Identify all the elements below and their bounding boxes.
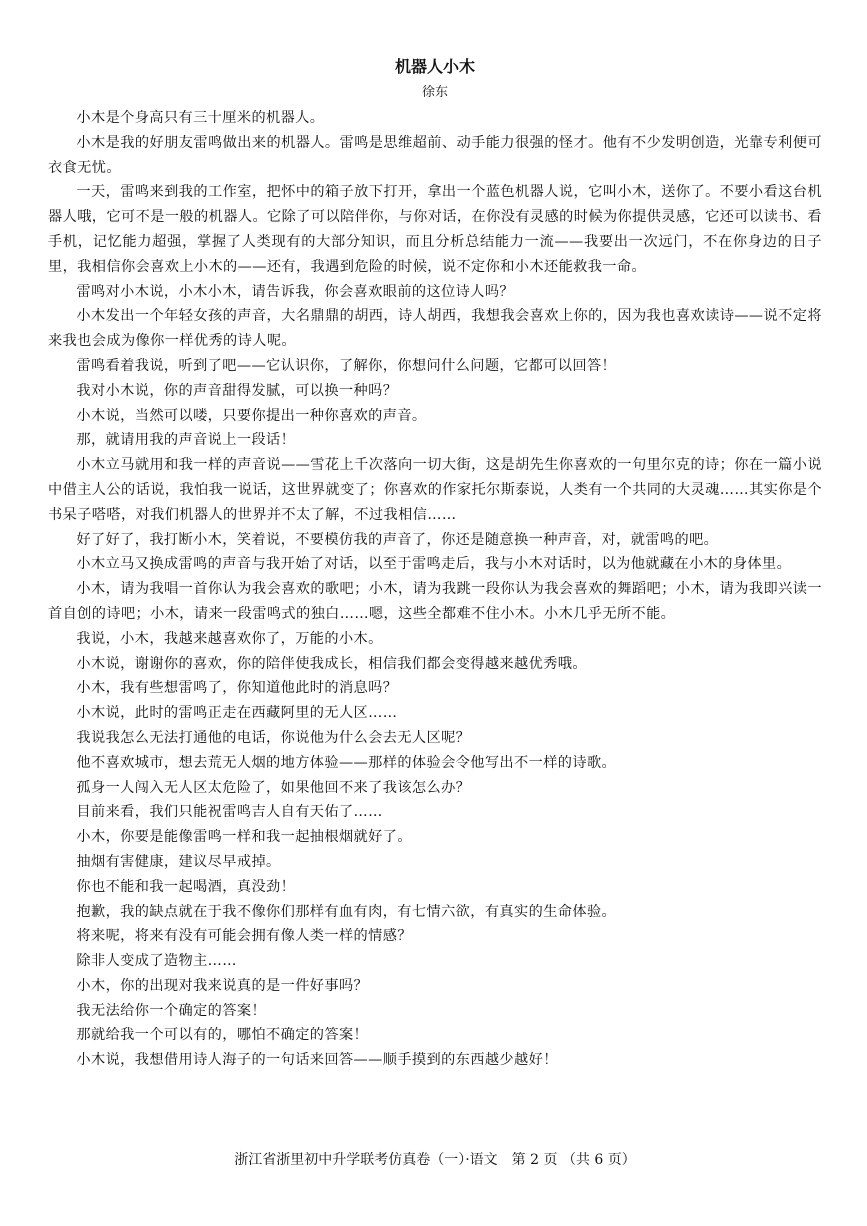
article-paragraph: 小木立马就用和我一样的声音说——雪花上千次落向一切大街，这是胡先生你喜欢的一句里尔克的诗；你在一篇小说中借主人公的话说，我怕我一说话，这世界就变了；你喜欢的作家托尔斯泰说，人类有一个共同的大灵魂……其实你是个书呆子嗒嗒，对我们机器人的世界并不太了解，不过我相信…… (48, 457, 822, 523)
article-paragraph: 小木是我的好朋友雷鸣做出来的机器人。雷鸣是思维超前、动手能力很强的怪才。他有不少发明创造，光靠专利便可衣食无忧。 (48, 134, 822, 176)
article-author: 徐东 (421, 85, 448, 100)
article-paragraph: 我对小木说，你的声音甜得发腻，可以换一种吗？ (76, 382, 398, 399)
article-paragraph: 一天，雷鸣来到我的工作室，把怀中的箱子放下打开，拿出一个蓝色机器人说，它叫小木，送你了。不要小看这台机器人哦，它可不是一般的机器人。它除了可以陪伴你，与你对话，在你没有灵感的时候为你提供灵感，它还可以读书、看手机，记忆能力超强，掌握了人类现有的大部分知识，而且分析总结能力一流——我要出一次远门，不在你身边的日子里，我相信你会喜欢上小木的——还有，我遇到危险的时候，说不定你和小木还能救我一命。 (48, 184, 822, 275)
article-paragraph: 小木立马又换成雷鸣的声音与我开始了对话，以至于雷鸣走后，我与小木对话时，以为他就藏在小木的身体里。 (76, 556, 792, 573)
article-title: 机器人小木 (394, 57, 475, 76)
article-paragraph: 好了好了，我打断小木，笑着说，不要模仿我的声音了，你还是随意换一种声音，对，就雷鸣的吧。 (76, 531, 719, 548)
article-paragraph: 我说，小木，我越来越喜欢你了，万能的小木。 (76, 630, 383, 647)
article-paragraph: 小木，请为我唱一首你认为我会喜欢的歌吧；小木，请为我跳一段你认为我会喜欢的舞蹈吧；小木，请为我即兴读一首自创的诗吧；小木，请来一段雷鸣式的独白……嗯，这些全都难不住小木。小木几乎无所不能。 (48, 581, 822, 622)
article-paragraph: 那，就请用我的声音说上一段话！ (76, 432, 296, 449)
article-paragraph: 小木，你要是能像雷鸣一样和我一起抽根烟就好了。 (76, 829, 412, 846)
article-body (48, 106, 822, 1073)
article-paragraph: 他不喜欢城市，想去荒无人烟的地方体验——那样的体验会令他写出不一样的诗歌。 (76, 754, 617, 771)
page-footer: 浙江省浙里初中升学联考仿真卷（一）·语文 第 2 页 （共 6 页） (234, 1152, 636, 1168)
article-paragraph: 小木说，此时的雷鸣正走在西藏阿里的无人区…… (76, 705, 398, 722)
article-paragraph: 那就给我一个可以有的，哪怕不确定的答案！ (76, 1027, 369, 1044)
article-paragraph: 小木说，我想借用诗人海子的一句话来回答——顺手摸到的东西越少越好！ (76, 1052, 558, 1069)
article-paragraph: 除非人变成了造物主…… (76, 953, 237, 970)
article-paragraph: 抽烟有害健康，建议尽早戒掉。 (76, 853, 281, 870)
article-paragraph: 孤身一人闯入无人区太危险了，如果他回不来了我该怎么办？ (76, 779, 471, 796)
article-paragraph: 小木发出一个年轻女孩的声音，大名鼎鼎的胡西，诗人胡西，我想我会喜欢上你的，因为我也喜欢读诗——说不定将来我也会成为像你一样优秀的诗人呢。 (48, 308, 822, 350)
article-paragraph: 将来呢，将来有没有可能会拥有像人类一样的情感？ (76, 928, 412, 945)
article-paragraph: 抱歉，我的缺点就在于我不像你们那样有血有肉，有七情六欲，有真实的生命体验。 (76, 903, 617, 920)
article-paragraph: 雷鸣看着我说，听到了吧——它认识你，了解你，你想问什么问题，它都可以回答！ (76, 357, 617, 374)
article-paragraph: 目前来看，我们只能祝雷鸣吉人自有天佑了…… (76, 804, 383, 821)
article-paragraph: 小木，你的出现对我来说真的是一件好事吗？ (76, 977, 369, 994)
article-paragraph: 小木说，当然可以喽，只要你提出一种你喜欢的声音。 (76, 407, 427, 424)
article-paragraph: 雷鸣对小木说，小木小木，请告诉我，你会喜欢眼前的这位诗人吗？ (76, 283, 515, 300)
article-paragraph: 小木是个身高只有三十厘米的机器人。 (76, 110, 325, 126)
article-paragraph: 小木说，谢谢你的喜欢，你的陪伴使我成长，相信我们都会变得越来越优秀哦。 (76, 655, 587, 672)
article-paragraph: 小木，我有些想雷鸣了，你知道他此时的消息吗？ (76, 680, 398, 697)
article-paragraph: 你也不能和我一起喝酒，真没劲！ (76, 878, 296, 895)
document-page (48, 0, 822, 1226)
article-paragraph: 我无法给你一个确定的答案！ (76, 1002, 267, 1019)
article-paragraph: 我说我怎么无法打通他的电话，你说他为什么会去无人区呢？ (76, 729, 471, 746)
